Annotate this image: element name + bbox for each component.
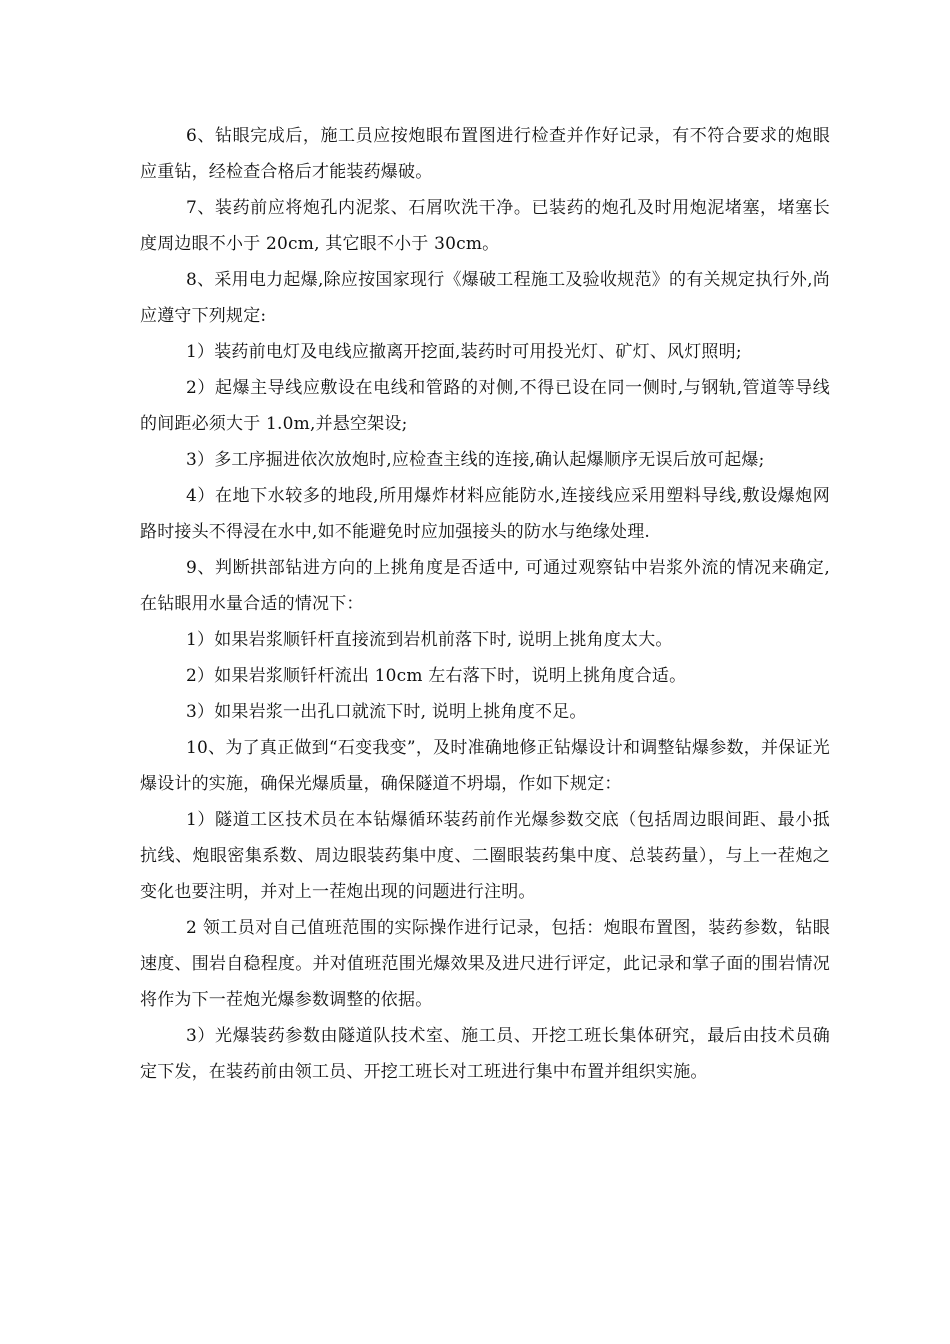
sub-item-9-3: 3）如果岩浆一出孔口就流下时, 说明上挑角度不足。 [186, 702, 587, 722]
sub-item-8-3: 3）多工序掘进依次放炮时,应检查主线的连接,确认起爆顺序无误后放可起爆; [186, 450, 765, 470]
sub-item-10-2: 2 领工员对自己值班范围的实际操作进行记录，包括：炮眼布置图，装药参数，钻眼速度、围岩自稳程度。并对值班范围光爆效果及进尺进行评定，此记录和掌子面的围岩情况将作为下一茬炮光爆参数调整的依据。 [140, 918, 830, 1010]
sub-item-8-4: 4）在地下水较多的地段,所用爆炸材料应能防水,连接线应采用塑料导线,敷设爆炮网路时接头不得浸在水中,如不能避免时应加强接头的防水与绝缘处理. [140, 486, 830, 542]
sub-item-8-1: 1）装药前电灯及电线应撤离开挖面,装药时可用投光灯、矿灯、风灯照明; [186, 342, 742, 362]
paragraph-item-10: 10、为了真正做到“石变我变”，及时准确地修正钻爆设计和调整钻爆参数，并保证光爆设计的实施，确保光爆质量，确保隧道不坍塌，作如下规定： [140, 738, 830, 794]
document-body [140, 118, 830, 1090]
paragraph-item-7: 7、装药前应将炮孔内泥浆、石屑吹洗干净。已装药的炮孔及时用炮泥堵塞，堵塞长度周边眼不小于 20cm, 其它眼不小于 30cm。 [140, 198, 830, 254]
sub-item-10-3: 3）光爆装药参数由隧道队技术室、施工员、开挖工班长集体研究，最后由技术员确定下发，在装药前由领工员、开挖工班长对工班进行集中布置并组织实施。 [140, 1026, 830, 1082]
paragraph-item-8: 8、采用电力起爆,除应按国家现行《爆破工程施工及验收规范》的有关规定执行外,尚应遵守下列规定: [140, 270, 830, 326]
paragraph-item-6: 6、钻眼完成后，施工员应按炮眼布置图进行检查并作好记录，有不符合要求的炮眼应重钻，经检查合格后才能装药爆破。 [140, 126, 830, 182]
sub-item-8-2: 2）起爆主导线应敷设在电线和管路的对侧,不得已设在同一侧时,与钢轨,管道等导线的间距必须大于 1.0m,并悬空架设; [140, 378, 830, 434]
sub-item-9-2: 2）如果岩浆顺钎杆流出 10cm 左右落下时，说明上挑角度合适。 [186, 666, 687, 686]
sub-item-10-1: 1）隧道工区技术员在本钻爆循环装药前作光爆参数交底（包括周边眼间距、最小抵抗线、炮眼密集系数、周边眼装药集中度、二圈眼装药集中度、总装药量），与上一茬炮之变化也要注明，并对上一茬炮出现的问题进行注明。 [140, 810, 830, 902]
sub-item-9-1: 1）如果岩浆顺钎杆直接流到岩机前落下时, 说明上挑角度太大。 [186, 630, 673, 650]
paragraph-item-9: 9、判断拱部钻进方向的上挑角度是否适中, 可通过观察钻中岩浆外流的情况来确定, 在钻眼用水量合适的情况下： [140, 558, 830, 614]
